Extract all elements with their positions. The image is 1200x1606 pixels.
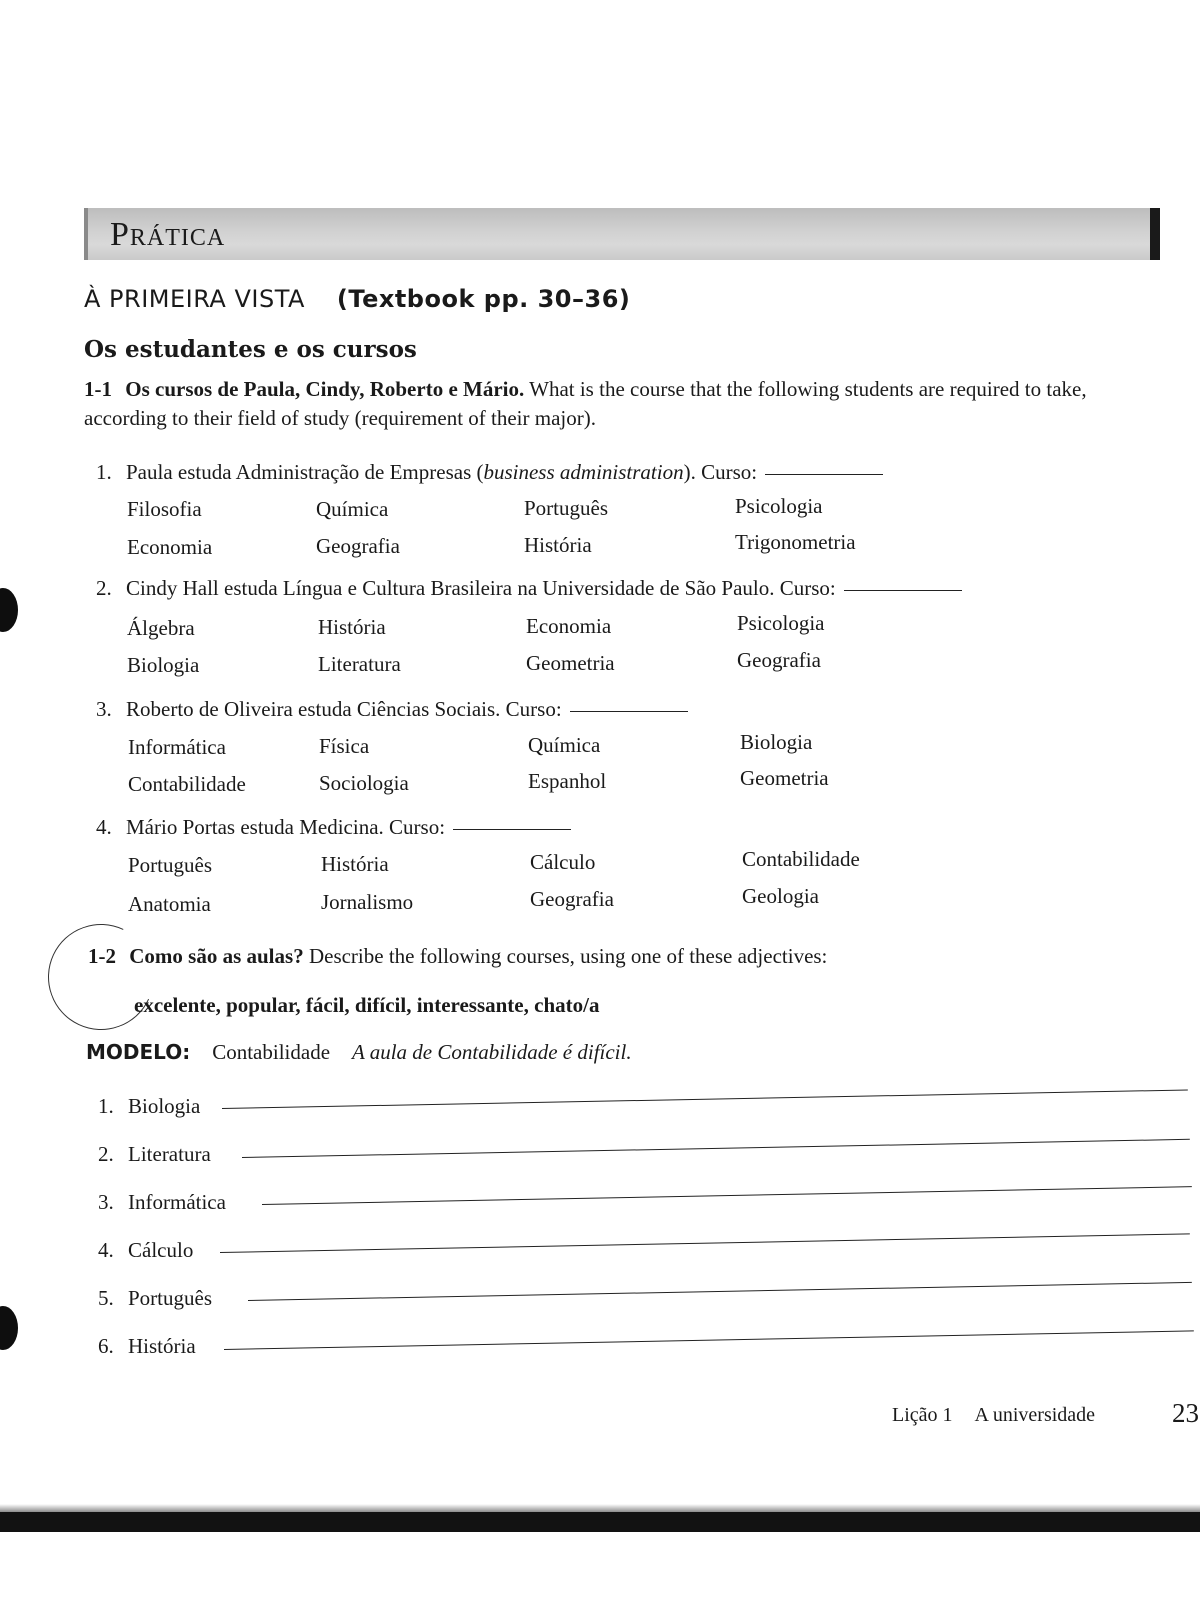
- banner-title-text: Prática: [110, 216, 226, 253]
- course-option: Literatura: [318, 652, 401, 676]
- course-option: Contabilidade: [128, 772, 246, 796]
- item-number: 6.: [98, 1334, 114, 1358]
- footer-chapter-title: A universidade: [974, 1404, 1096, 1426]
- course-option: Espanhol: [528, 769, 607, 793]
- item-number: 4.: [98, 1238, 114, 1262]
- course-option: História: [524, 533, 592, 557]
- page-number: 23: [1172, 1398, 1199, 1428]
- answer-line-5[interactable]: [248, 1282, 1192, 1301]
- item-number: 4.: [96, 815, 112, 839]
- exercise-1-1-item-3: [96, 697, 688, 722]
- course-option: Biologia: [127, 653, 200, 677]
- course-option: Filosofia: [127, 497, 202, 521]
- answer-line-2[interactable]: [242, 1139, 1190, 1158]
- exercise-1-1-intro: [84, 375, 1164, 433]
- item-course: Literatura: [128, 1142, 211, 1166]
- course-option: Economia: [127, 535, 213, 559]
- exercise-1-2-title: Como são as aulas?: [129, 944, 304, 968]
- section-pages: (Textbook pp. 30–36): [336, 285, 631, 313]
- item-course: Cálculo: [128, 1238, 194, 1262]
- course-option: Geometria: [740, 766, 829, 790]
- course-option: Sociologia: [319, 771, 409, 795]
- exercise-1-2-item-5: [98, 1286, 212, 1311]
- exercise-1-2-item-4: [98, 1238, 193, 1263]
- answer-line-6[interactable]: [224, 1330, 1194, 1350]
- punch-hole-mark: [0, 588, 18, 632]
- item-text: Mário Portas estuda Medicina. Curso:: [126, 815, 446, 839]
- item-number: 2.: [98, 1142, 114, 1166]
- answer-blank[interactable]: [844, 590, 962, 591]
- item-course: História: [128, 1334, 196, 1358]
- item-number: 3.: [98, 1190, 114, 1214]
- adjective-list: excelente, popular, fácil, difícil, interessante, chato/a: [134, 993, 600, 1017]
- exercise-1-1-item-2: [96, 576, 962, 601]
- exercise-1-2-item-6: [98, 1334, 196, 1359]
- course-option: Álgebra: [127, 616, 195, 640]
- course-option: Química: [528, 733, 601, 757]
- course-option: Biologia: [740, 730, 813, 754]
- item-number: 1.: [96, 460, 112, 484]
- answer-line-3[interactable]: [262, 1186, 1192, 1205]
- course-option: Trigonometria: [735, 530, 856, 554]
- item-course: Biologia: [128, 1094, 201, 1118]
- modelo-label: MODELO:: [86, 1040, 191, 1064]
- exercise-1-2-item-1: [98, 1094, 200, 1119]
- page-footer: [892, 1404, 1095, 1427]
- exercise-1-2-instructions: Describe the following courses, using one of these adjectives:: [308, 944, 828, 968]
- course-option: Informática: [128, 735, 226, 759]
- modelo-example: [86, 1040, 632, 1065]
- exercise-1-2-item-3: [98, 1190, 226, 1215]
- answer-line-1[interactable]: [222, 1089, 1188, 1109]
- exercise-1-1-instructions: What is the course that the following students are required to take, according to their field of study (requirement of their major).: [84, 377, 1087, 430]
- exercise-1-1-item-1: [96, 460, 883, 485]
- item-number: 3.: [96, 697, 112, 721]
- exercise-1-1-title: Os cursos de Paula, Cindy, Roberto e Mário.: [125, 377, 525, 401]
- answer-blank[interactable]: [765, 474, 883, 475]
- exercise-1-1-number: 1-1: [84, 377, 112, 401]
- course-option: Cálculo: [530, 850, 596, 874]
- section-heading: [84, 285, 630, 313]
- punch-hole-mark: [0, 1306, 18, 1350]
- item-text-before: Paula estuda Administração de Empresas (: [126, 460, 484, 484]
- course-option: Geografia: [316, 534, 400, 558]
- course-option: Português: [524, 496, 608, 520]
- course-option: Geografia: [530, 887, 614, 911]
- subheading: Os estudantes e os cursos: [84, 336, 417, 363]
- course-option: História: [321, 852, 389, 876]
- item-number: 2.: [96, 576, 112, 600]
- item-course: Português: [128, 1286, 212, 1310]
- course-option: Português: [128, 853, 212, 877]
- item-text-after: ). Curso:: [683, 460, 758, 484]
- item-text: Roberto de Oliveira estuda Ciências Sociais. Curso:: [126, 697, 562, 721]
- course-option: História: [318, 615, 386, 639]
- course-option: Anatomia: [128, 892, 211, 916]
- item-text: Cindy Hall estuda Língua e Cultura Brasileira na Universidade de São Paulo. Curso:: [126, 576, 836, 600]
- item-number: 5.: [98, 1286, 114, 1310]
- section-title: À PRIMEIRA VISTA: [84, 285, 305, 313]
- item-number: 1.: [98, 1094, 114, 1118]
- modelo-sentence: A aula de Contabilidade é difícil.: [352, 1040, 632, 1064]
- course-option: Geologia: [742, 884, 819, 908]
- exercise-1-1-item-4: [96, 815, 571, 840]
- scan-edge-bar: [0, 1512, 1200, 1532]
- exercise-1-2-intro: [88, 942, 1168, 971]
- exercise-1-2-item-2: [98, 1142, 211, 1167]
- course-option: Economia: [526, 614, 612, 638]
- course-option: Jornalismo: [321, 890, 414, 914]
- item-course: Informática: [128, 1190, 226, 1214]
- banner-title: [110, 216, 225, 254]
- item-text-italic: business administration: [483, 460, 684, 484]
- course-option: Psicologia: [737, 611, 825, 635]
- exercise-1-2-number: 1-2: [88, 944, 116, 968]
- course-option: Geometria: [526, 651, 615, 675]
- course-option: Psicologia: [735, 494, 823, 518]
- answer-blank[interactable]: [453, 829, 571, 830]
- answer-blank[interactable]: [570, 711, 688, 712]
- modelo-course: Contabilidade: [212, 1040, 331, 1064]
- footer-chapter: Lição 1: [892, 1404, 953, 1426]
- course-option: Contabilidade: [742, 847, 860, 871]
- answer-line-4[interactable]: [220, 1233, 1190, 1253]
- pen-circle-mark: [33, 909, 169, 1045]
- course-option: Física: [319, 734, 370, 758]
- pratica-banner: [84, 208, 1156, 260]
- course-option: Geografia: [737, 648, 821, 672]
- course-option: Química: [316, 497, 389, 521]
